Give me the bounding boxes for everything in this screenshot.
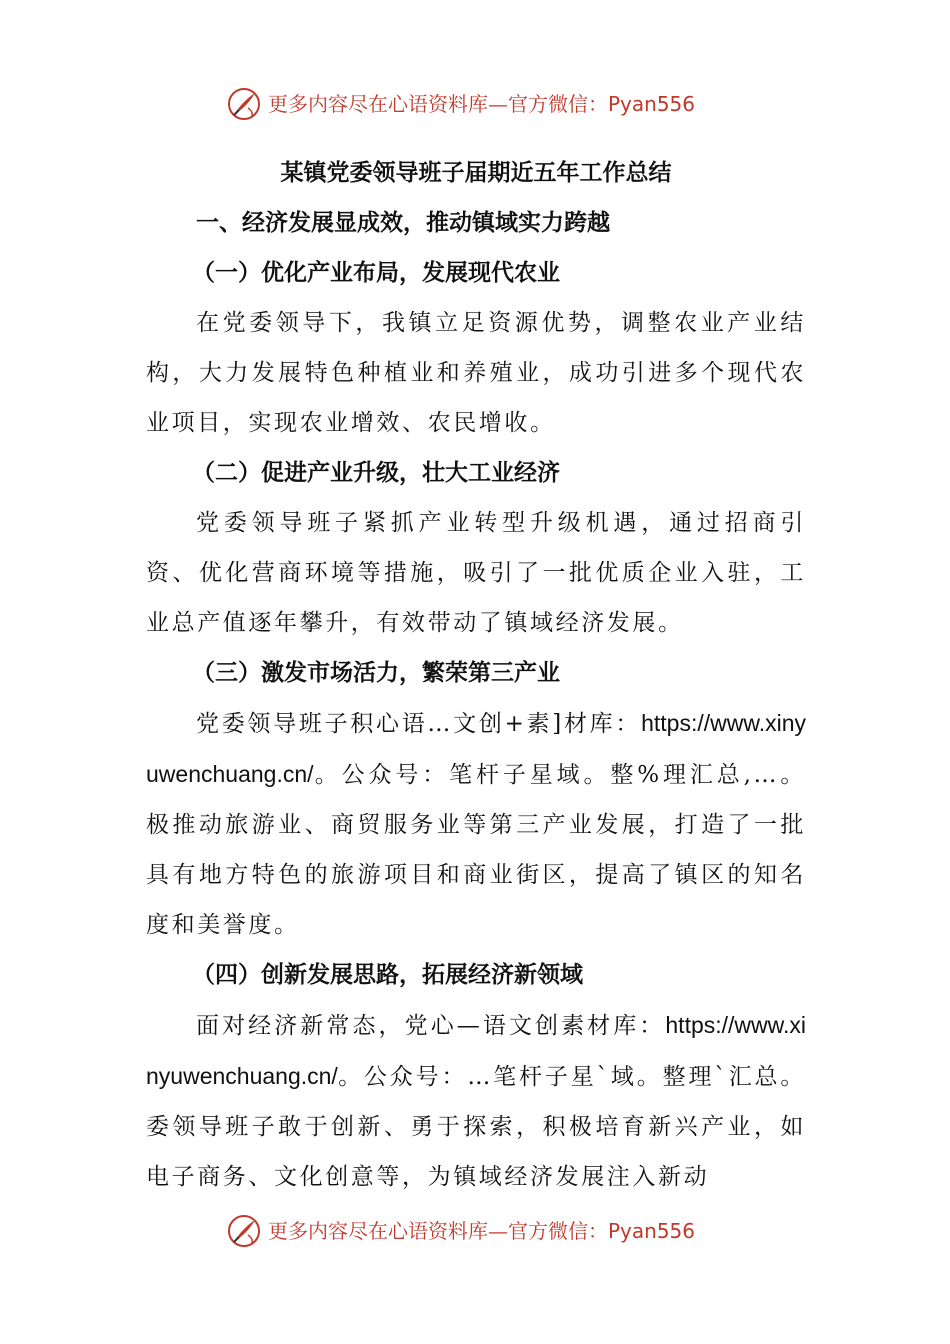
sub3-text-a: 党委领导班子积心语…文创+素]材库： bbox=[196, 711, 642, 737]
banner-wechat-id: Pyan556 bbox=[608, 1219, 696, 1243]
header-banner bbox=[0, 84, 950, 124]
banner-wechat-id: Pyan556 bbox=[608, 92, 696, 116]
banner-text bbox=[268, 90, 695, 118]
quill-logo-icon bbox=[226, 86, 262, 122]
banner-main-text: 更多内容尽在心语资料库 bbox=[268, 1219, 488, 1243]
banner-dash: — bbox=[488, 1219, 508, 1243]
section1-heading: 一、经济发展显成效，推动镇域实力跨越 bbox=[196, 209, 610, 236]
sub3-heading: （三）激发市场活力，繁荣第三产业 bbox=[192, 659, 560, 686]
sub1-heading: （一）优化产业布局，发展现代农业 bbox=[192, 259, 560, 286]
sub3-url: https://www.xinyuwenchuang.cn/ bbox=[146, 710, 806, 787]
sub4-text-a: 面对经济新常态，党心—语文创素材库： bbox=[196, 1013, 666, 1039]
sub1-paragraph: 在党委领导下，我镇立足资源优势，调整农业产业结构，大力发展特色种植业和养殖业，成功引进多个现代农业项目，实现农业增效、农民增收。 bbox=[146, 310, 806, 436]
document-title: 某镇党委领导班子届期近五年工作总结 bbox=[280, 159, 672, 186]
sub3-paragraph bbox=[146, 698, 806, 950]
document-body bbox=[146, 148, 806, 1202]
sub2-heading: （二）促进产业升级，壮大工业经济 bbox=[192, 459, 560, 486]
sub2-paragraph: 党委领导班子紧抓产业转型升级机遇，通过招商引资、优化营商环境等措施，吸引了一批优质企业入驻，工业总产值逐年攀升，有效带动了镇域经济发展。 bbox=[146, 510, 806, 636]
footer-banner bbox=[0, 1211, 950, 1251]
banner-wechat-label: 官方微信： bbox=[508, 92, 608, 116]
sub4-url: https://www.xinyuwenchuang.cn/ bbox=[146, 1012, 806, 1089]
sub4-heading: （四）创新发展思路，拓展经济新领域 bbox=[192, 961, 583, 988]
sub3-text-b: 。公众号：笔杆子星域。整%理汇总,…。极推动旅游业、商贸服务业等第三产业发展，打造了一批具有地方特色的旅游项目和商业街区，提高了镇区的知名度和美誉度。 bbox=[146, 762, 806, 938]
banner-text bbox=[268, 1217, 695, 1245]
sub4-paragraph bbox=[146, 1000, 806, 1202]
sub4-text-b: 。公众号：…笔杆子星`域。整理`汇总。委领导班子敢于创新、勇于探索，积极培育新兴产业，如电子商务、文化创意等，为镇域经济发展注入新动 bbox=[146, 1064, 806, 1190]
banner-main-text: 更多内容尽在心语资料库 bbox=[268, 92, 488, 116]
banner-wechat-label: 官方微信： bbox=[508, 1219, 608, 1243]
banner-dash: — bbox=[488, 92, 508, 116]
quill-logo-icon bbox=[226, 1213, 262, 1249]
